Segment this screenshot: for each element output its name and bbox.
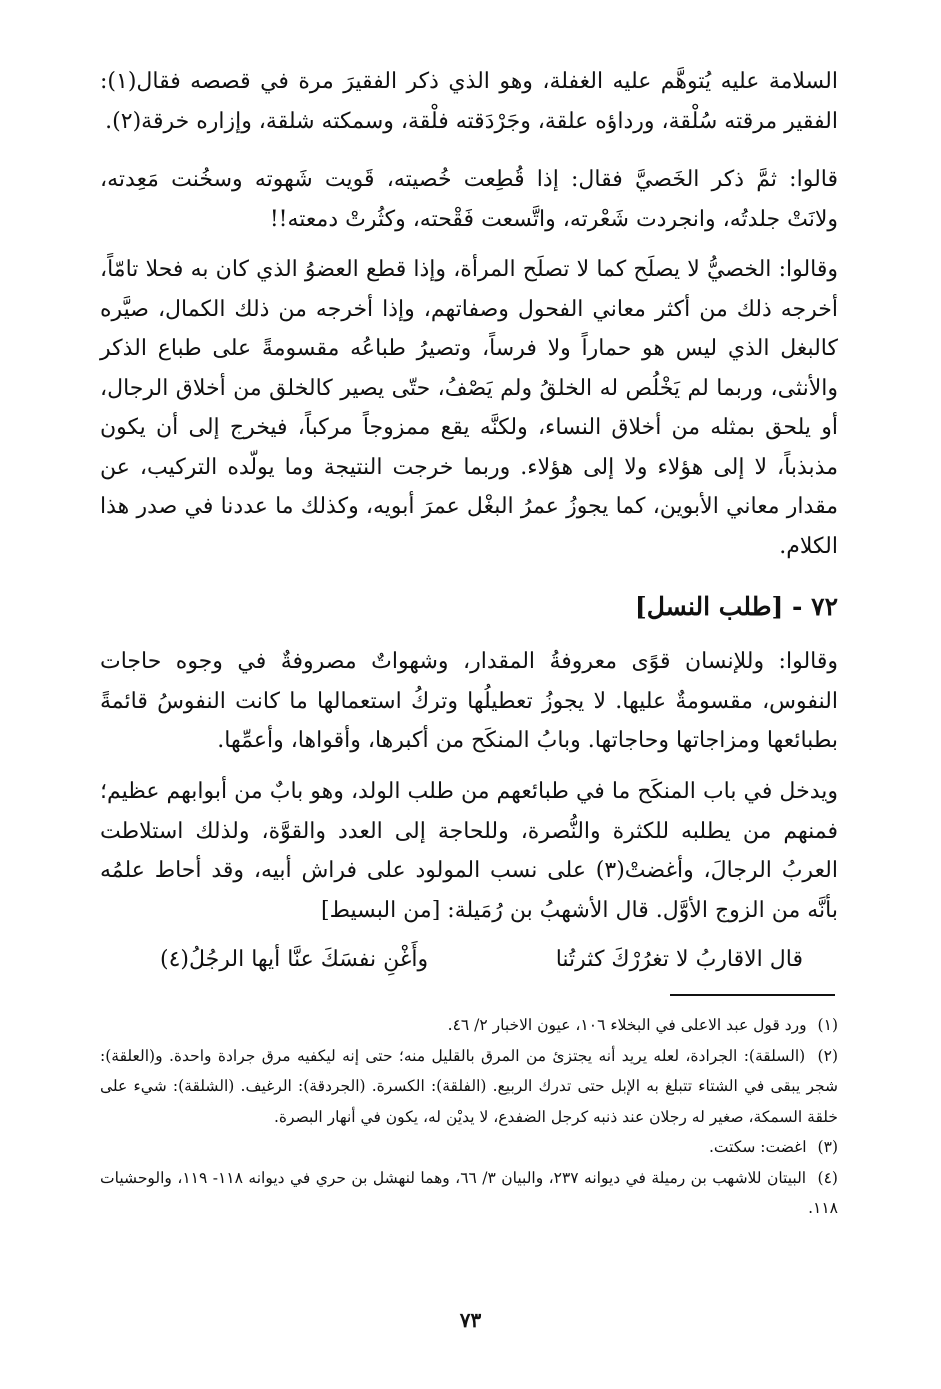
footnote-separator bbox=[670, 994, 835, 996]
footnote-text: اغضت: سكتت. bbox=[709, 1138, 807, 1156]
verse-second-hemistich: وأَغْنِ نفسَكَ عنَّا أيها الرجُلُ(٤) bbox=[160, 947, 429, 972]
poetry-verse bbox=[160, 940, 803, 980]
footnote-3 bbox=[100, 1132, 838, 1163]
footnote-4 bbox=[100, 1163, 838, 1224]
footnote-number: (٢) bbox=[817, 1046, 838, 1065]
footnote-text: ورد قول عبد الاعلى في البخلاء ١٠٦، عيون الاخبار ٢/ ٤٦. bbox=[447, 1016, 807, 1034]
footnote-number: (٤) bbox=[817, 1168, 838, 1187]
paragraph-4: وقالوا: وللإنسان قوًى معروفةُ المقدار، وشهواتٌ مصروفةٌ في وجوه حاجات النفوس، مقسومةٌ عليها. لا يجوزُ تعطيلُها وتركُ استعمالها ما كانت النفوسُ قائمةً بطبائعها ومزاجاتها وحاجاتها. وبابُ المنكَح من أكبرها، وأقواها، وأعمِّها. bbox=[100, 649, 838, 753]
footnote-2 bbox=[100, 1041, 838, 1133]
footnote-number: (١) bbox=[817, 1016, 838, 1034]
paragraph-2: قالوا: ثمَّ ذكر الخَصيَّ فقال: إذا قُطِعت خُصيته، قَويت شَهوته وسخُنت مَعِدته، ولانَتْ جلدتُه، وانجردت شَعْرته، واتَّسعت فَقْحته، وكثُرتْ دمعته!! bbox=[100, 167, 838, 232]
footnote-text: (السلقة): الجرادة، لعله يريد أنه يجتزئ من المرق بالقليل منه؛ حتى إنه ليكفيه مرق جرادة واحدة. و(العلقة): شجر يبقى في الشتاء تتبلغ به الإبل حتى تدرك الربيع. (الفلقة): الكسرة. (الجردقة): الرغيف. (الشلقة): شيء على خلقة السمكة، صغير له رجلان عند ذنبه كرجل الضفدع، لا يديْن له، يكون في أنهار البصرة. bbox=[100, 1046, 838, 1126]
footnote-number: (٣) bbox=[817, 1138, 838, 1156]
paragraph-1: السلامة عليه يُتوهَّم عليه الغفلة، وهو الذي ذكر الفقيرَ مرة في قصصه فقال(١): الفقير مرقته سُلْقة، ورداؤه علقة، وجَرْدَقته فلْقة، وسمكته شلقة، وإزاره خرقة(٢). bbox=[100, 69, 838, 134]
paragraph-3: وقالوا: الخصيُّ لا يصلَح كما لا تصلَح المرأة، وإذا قطع العضوُ الذي كان به فحلا تامّاً، أخرجه ذلك من أكثر معاني الفحول وصفاتهم، وإذا أخرجه من ذلك الكمال، صيَّره كالبغل الذي ليس هو حماراً ولا فرساً، وتصيرُ طباعُه مقسومةً على طباع الذكر والأنثى، وربما لم يَخْلُص له الخلقُ ولم يَصْفُ، حتّى يصير كالخلق من أخلاق الرجال، أو يلحق بمثله من أخلاق النساء، ولكنَّه يقع ممزوجاً مركباً، فيخرج إلى أن يكون مذبذباً، لا إلى هؤلاء ولا إلى هؤلاء. وربما خرجت النتيجة وما يولّده التركيب، عن مقدار معاني الأبوين، كما يجوزُ عمرُ البغْل عمرَ أبويه، وكذلك ما عددنا في صدر هذا الكلام. bbox=[100, 257, 838, 559]
section-heading: ٧٢ - [طلب النسل] bbox=[634, 592, 838, 621]
verse-first-hemistich: قال الاقاربُ لا تغرُرْكَ كثرتُنا bbox=[555, 947, 803, 972]
paragraph-5: ويدخل في باب المنكَح ما في طبائعهم من طلب الولد، وهو بابٌ من أبوابهم عظيم؛ فمنهم من يطلبه للكثرة والنُّصرة، وللحاجة إلى العدد والقوَّة، ولذلك استلاطت العربُ الرجالَ، وأغضتْ(٣) على نسب المولود على فراش أبيه، وقد أحاط علمُه بأنَّه من الزوج الأوَّل. قال الأشهبُ بن رُمَيلة: [من البسيط] bbox=[100, 779, 838, 923]
footnote-text: البيتان للاشهب بن رميلة في ديوانه ٢٣٧، والبيان ٣/ ٦٦، وهما لنهشل بن حري في ديوانه ١١٨- ١١٩، والوحشيات ١١٨. bbox=[100, 1168, 838, 1217]
footnote-1 bbox=[100, 1010, 838, 1041]
page-number: ٧٣ bbox=[459, 1308, 482, 1332]
footnotes-list bbox=[100, 1010, 838, 1224]
